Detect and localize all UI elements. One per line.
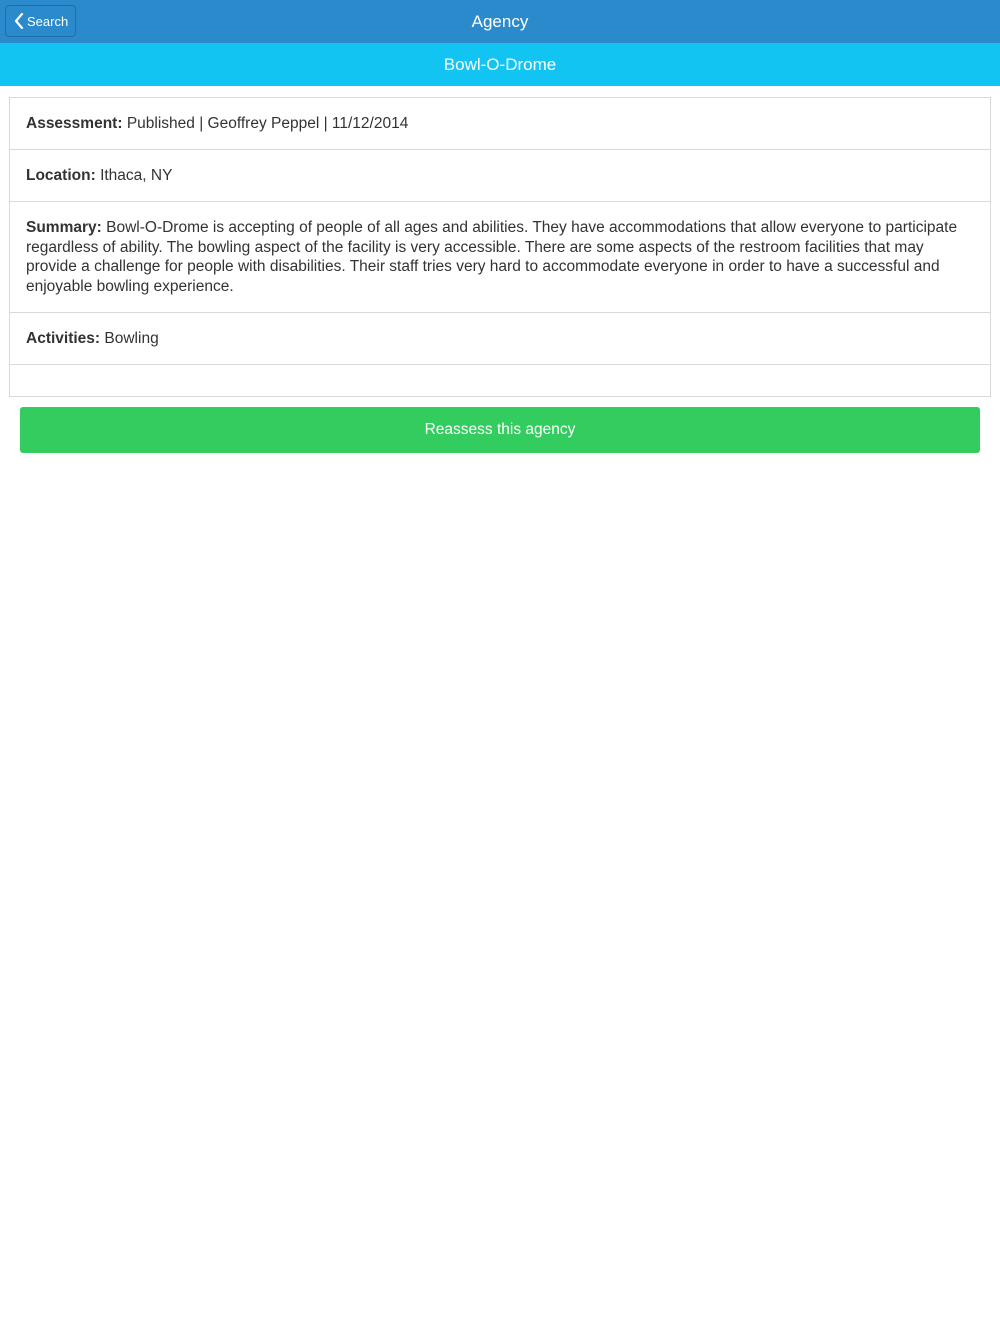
empty-row: [10, 365, 990, 396]
summary-label: Summary:: [26, 219, 102, 236]
activities-value: Bowling: [104, 330, 159, 347]
activities-label: Activities:: [26, 330, 101, 347]
location-value: Ithaca, NY: [100, 167, 173, 184]
agency-name-header: Bowl-O-Drome: [0, 43, 1000, 86]
assessment-value: Published | Geoffrey Peppel | 11/12/2014: [126, 115, 409, 132]
summary-value: Bowl-O-Drome is accepting of people of all ages and abilities. They have accommodations that allow everyone to participate regardless of ability. The bowling aspect of the facility is very accessible. There are some aspects of the restroom facilities that may provide a challenge for people with disabilities. Their staff tries very hard to accommodate everyone in order to have a successful and enjoyable bowling experience.: [26, 219, 958, 295]
navigation-bar: [0, 0, 1000, 43]
back-button-label: Search: [27, 13, 69, 29]
assessment-row: [10, 98, 990, 150]
location-label: Location:: [26, 167, 96, 184]
agency-details-card: [9, 97, 991, 397]
assessment-label: Assessment:: [26, 115, 123, 132]
page-title: Agency: [471, 12, 529, 31]
reassess-agency-button[interactable]: Reassess this agency: [20, 407, 980, 453]
location-row: [10, 150, 990, 202]
activities-row: [10, 313, 990, 365]
summary-row: [10, 202, 990, 313]
